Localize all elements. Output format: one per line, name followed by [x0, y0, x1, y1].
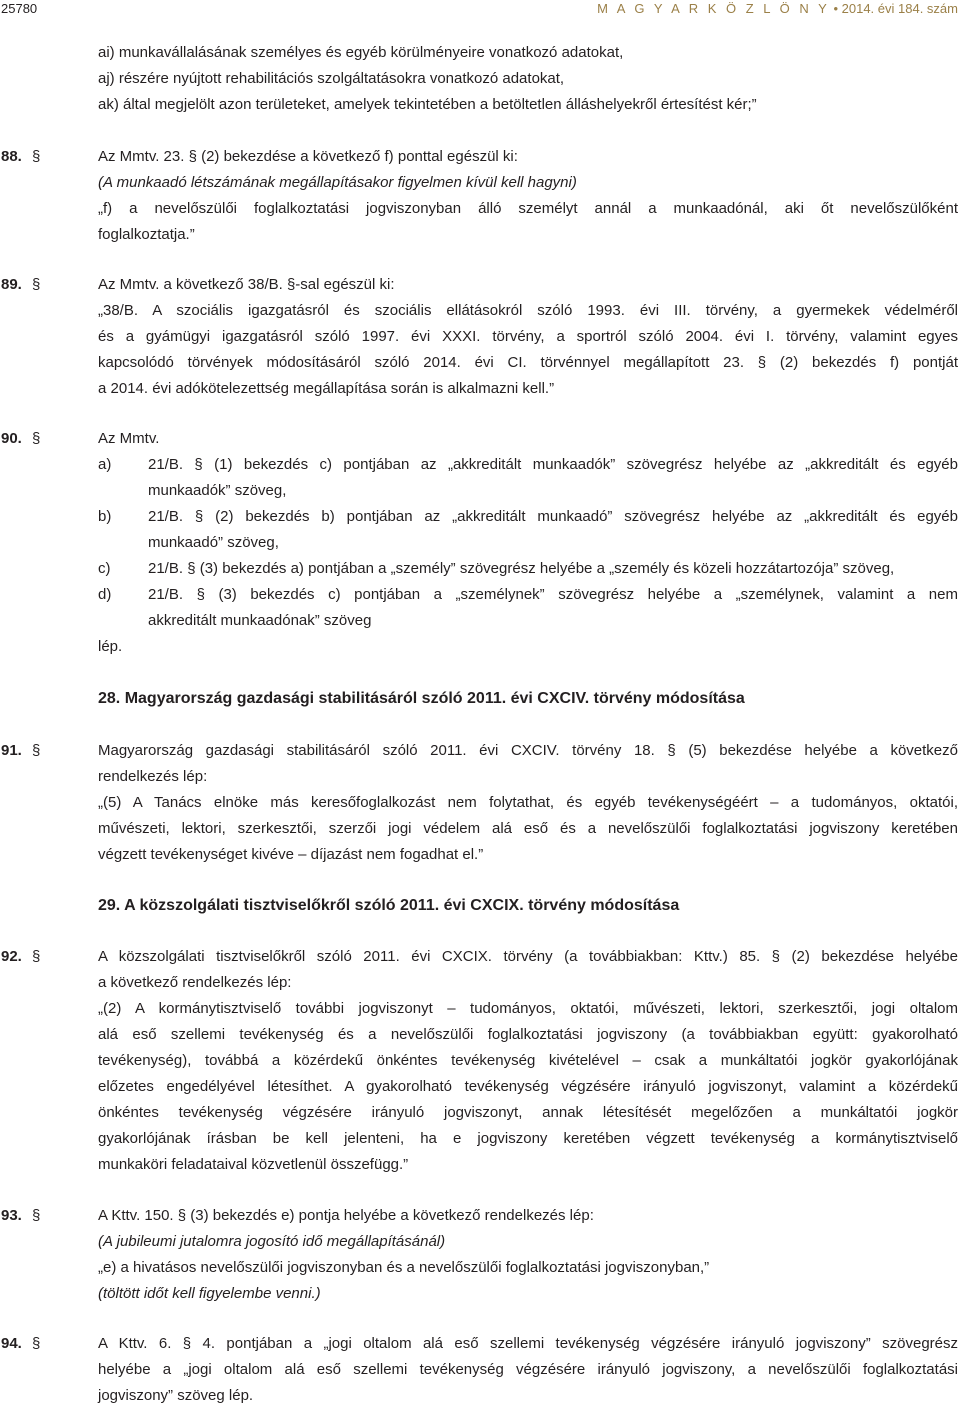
text-line: (A jubileumi jutalomra jogosító idő megállapításánál) [98, 1233, 446, 1250]
text-line: Az Mmtv. [98, 430, 160, 447]
list-item [98, 556, 958, 582]
page-header [0, 0, 960, 20]
text-line: A közszolgálati tisztviselőkről szóló 2011. évi CXCIX. törvény (a továbbiakban: Kttv.) 85. § (2) bekezdése helyébe [98, 948, 958, 965]
text-line: munkaköri feladataival közvetlenül összefügg.” [98, 1156, 409, 1173]
text-line: Az Mmtv. 23. § (2) bekezdése a következő f) ponttal egészül ki: [98, 148, 518, 165]
intro-line-aj: aj) részére nyújtott rehabilitációs szolgáltatásokra vonatkozó adatokat, [98, 70, 565, 87]
section-sign: § [32, 948, 41, 965]
journal-title: M A G Y A R K Ö Z L Ö N Y [597, 1, 830, 16]
paragraph-93 [0, 1203, 960, 1307]
text-line: Az Mmtv. a következő 38/B. §-sal egészül ki: [98, 276, 395, 293]
paragraph-number: 94. [1, 1335, 22, 1352]
text-line: lép. [98, 638, 123, 655]
item-label: d) [98, 586, 112, 603]
text-line: rendelkezés lép: [98, 768, 208, 785]
paragraph-88 [0, 144, 960, 248]
paragraph-number: 93. [1, 1207, 22, 1224]
text-line: munkaadó” szöveg, [148, 534, 279, 551]
intro-line-ak: ak) által megjelölt azon területeket, amelyek tekintetében a betöltetlen álláshelyekről értesítést kér;” [98, 96, 757, 113]
item-label: a) [98, 456, 112, 473]
list-item [98, 504, 958, 556]
running-head [597, 0, 958, 18]
text-line: előzetes engedélyével létesíthet. A gyakorolható tevékenység végzésére irányuló jogviszonyt, valamint a közérdekű [98, 1078, 958, 1095]
text-line: 21/B. § (1) bekezdés c) pontjában az „akkreditált munkaadók” szövegrész helyébe az „akkreditált és egyéb [148, 456, 958, 473]
bullet: • [833, 1, 839, 16]
paragraph-90 [0, 426, 960, 660]
paragraph-number: 92. [1, 948, 22, 965]
text-line: kapcsolódó törvények módosításáról szóló 2014. évi CI. törvénnyel megállapított 23. § (2) bekezdés f) pontját [98, 354, 958, 371]
text-line: tevékenység), továbbá a közérdekű önkéntes tevékenység kivételével – csak a munkáltatói jogkör gyakorlójának [98, 1052, 958, 1069]
section-heading-29 [0, 893, 960, 919]
intro-block [0, 40, 960, 118]
text-line: a 2014. évi adókötelezettség megállapítása során is alkalmazni kell.” [98, 380, 555, 397]
section-sign: § [32, 1207, 41, 1224]
section-title: 29. A közszolgálati tisztviselőkről szóló 2011. évi CXCIX. törvény módosítása [98, 897, 680, 914]
paragraph-number: 88. [1, 148, 22, 165]
section-title: 28. Magyarország gazdasági stabilitásáról szóló 2011. évi CXCIV. törvény módosítása [98, 690, 745, 707]
text-line: (A munkaadó létszámának megállapításakor figyelmen kívül kell hagyni) [98, 174, 577, 191]
text-line: művészeti, lektori, szerkesztői, szerzői jogi védelem alá eső és a nevelőszülői foglalkoztatási jogviszony keretében [98, 820, 958, 837]
text-line: foglalkoztatja.” [98, 226, 195, 243]
item-label: b) [98, 508, 112, 525]
section-sign: § [32, 742, 41, 759]
section-sign: § [32, 276, 41, 293]
paragraph-89 [0, 272, 960, 402]
list-item [98, 582, 958, 634]
text-line: A Kttv. 150. § (3) bekezdés e) pontja helyébe a következő rendelkezés lép: [98, 1207, 594, 1224]
text-line: „f) a nevelőszülői foglalkoztatási jogviszonyban álló személyt annál a munkaadónál, aki őt nevelőszülőként [98, 200, 958, 217]
text-line: A Kttv. 6. § 4. pontjában a „jogi oltalom alá eső szellemi tevékenység végzésére irányuló jogviszony” szövegrész [98, 1335, 958, 1352]
text-line: gyakorlójának írásban be kell jelenteni, ha e jogviszony keretében végzett tevékenység a kormánytisztviselő [98, 1130, 958, 1147]
paragraph-number: 91. [1, 742, 22, 759]
section-sign: § [32, 148, 41, 165]
text-line: 21/B. § (3) bekezdés c) pontjában a „személynek” szövegrész helyébe a „személynek, valamint a nem [148, 586, 958, 603]
text-line: végzett tevékenységet kivéve – díjazást nem fogadhat el.” [98, 846, 484, 863]
section-heading-28 [0, 686, 960, 712]
text-line: (töltött időt kell figyelembe venni.) [98, 1285, 321, 1302]
text-line: „38/B. A szociális igazgatásról és szociális ellátásokról szóló 1993. évi III. törvény, a gyermekek védelméről [98, 302, 958, 319]
text-line: akkreditált munkaadónak” szöveg [148, 612, 372, 629]
text-line: a következő rendelkezés lép: [98, 974, 292, 991]
text-line: „(2) A kormánytisztviselő további jogviszonyt – tudományos, oktatói, művészeti, lektori, szerkesztői, jogi oltalom [98, 1000, 958, 1017]
text-line: „e) a hivatásos nevelőszülői jogviszonyban és a nevelőszülői foglalkoztatási jogviszonyban,” [98, 1259, 710, 1276]
item-label: c) [98, 560, 111, 577]
section-sign: § [32, 430, 41, 447]
paragraph-number: 90. [1, 430, 22, 447]
paragraph-91 [0, 738, 960, 868]
paragraph-92 [0, 944, 960, 1178]
text-line: „(5) A Tanács elnöke más keresőfoglalkozást nem folytathat, és egyéb tevékenységéért – a tudományos, oktatói, [98, 794, 958, 811]
section-sign: § [32, 1335, 41, 1352]
text-line: jogviszony” szöveg lép. [98, 1387, 254, 1404]
text-line: 21/B. § (3) bekezdés a) pontjában a „személy” szövegrész helyébe a „személy és közeli hozzátartozója” szöveg, [148, 560, 895, 577]
intro-line-ai: ai) munkavállalásának személyes és egyéb körülményeire vonatkozó adatokat, [98, 44, 624, 61]
paragraph-number: 89. [1, 276, 22, 293]
text-line: önkéntes tevékenység végzésére irányuló jogviszonyt, annak létesítését megelőzően a munkáltatói jogkör [98, 1104, 958, 1121]
text-line: alá eső szellemi tevékenység és a nevelőszülői foglalkoztatási jogviszony (a továbbiakban együtt: gyakorolható [98, 1026, 958, 1043]
paragraph-94 [0, 1331, 960, 1409]
text-line: és a gyámügyi igazgatásról szóló 1997. évi XXXI. törvény, a sportról szóló 2004. évi I. törvény, valamint egyes [98, 328, 958, 345]
text-line: munkaadók” szöveg, [148, 482, 287, 499]
list-item [98, 452, 958, 504]
issue-label: 2014. évi 184. szám [841, 1, 958, 16]
text-line: Magyarország gazdasági stabilitásáról szóló 2011. évi CXCIV. törvény 18. § (5) bekezdése helyébe a következő [98, 742, 958, 759]
page-number: 25780 [1, 1, 38, 16]
text-line: helyébe a „jogi oltalom alá eső szellemi tevékenység végzésére irányuló jogviszony, a nevelőszülői foglalkoztatási [98, 1361, 958, 1378]
text-line: 21/B. § (2) bekezdés b) pontjában az „akkreditált munkaadó” szövegrész helyébe az „akkreditált és egyéb [148, 508, 958, 525]
